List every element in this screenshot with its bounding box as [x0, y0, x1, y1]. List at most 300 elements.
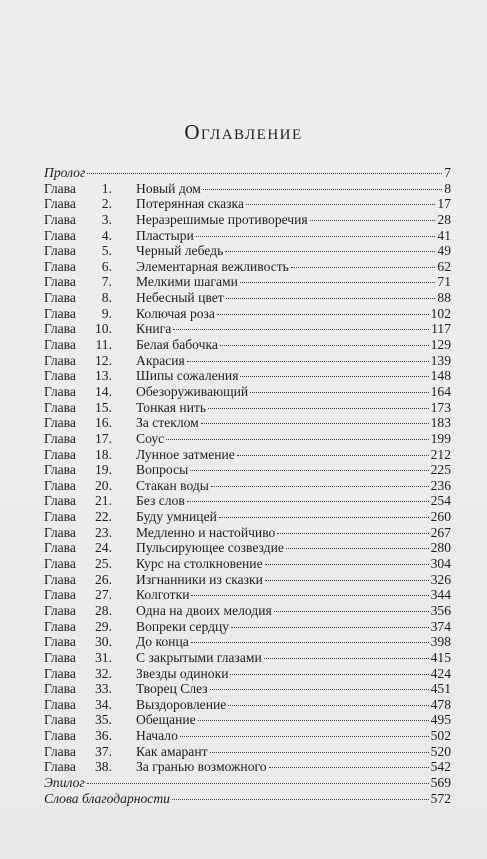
toc-entry	[44, 603, 451, 619]
toc-page-number: 49	[437, 243, 451, 259]
dot-leader	[187, 361, 429, 362]
chapter-num: 25.	[95, 556, 112, 572]
chapter-number	[44, 634, 136, 650]
toc-entry-label	[44, 681, 208, 697]
toc-entry-label	[44, 431, 164, 447]
chapter-num: 12.	[95, 352, 112, 368]
dot-leader	[291, 267, 436, 268]
chapter-number	[44, 619, 136, 635]
chapter-number	[44, 744, 136, 760]
toc-entry-label	[44, 744, 208, 760]
toc-entry-title: Начало	[136, 728, 178, 744]
toc-entry-label	[44, 306, 215, 322]
toc-page-number: 280	[430, 540, 451, 556]
toc-entry-label	[44, 712, 196, 728]
toc-entry-label	[44, 728, 178, 744]
chapter-prefix: Глава	[44, 305, 76, 321]
toc-entry-title: Слова благодарности	[44, 790, 170, 806]
toc-entry	[44, 321, 451, 337]
chapter-num: 2.	[101, 196, 112, 212]
toc-entry-title: Обещание	[136, 712, 196, 728]
dot-leader	[240, 376, 428, 377]
toc-entry-title: Черный лебедь	[136, 243, 224, 259]
toc-page-number: 254	[430, 493, 451, 509]
toc-page-number: 225	[430, 462, 451, 478]
chapter-prefix: Глава	[44, 618, 76, 634]
dot-leader	[225, 251, 435, 252]
chapter-number	[44, 666, 136, 682]
toc-entry-label	[44, 400, 206, 416]
dot-leader	[173, 329, 429, 330]
toc-page-number: 212	[430, 446, 451, 462]
toc-entry	[44, 712, 451, 728]
chapter-num: 27.	[95, 587, 112, 603]
chapter-number	[44, 556, 136, 572]
toc-page-number: 28	[437, 211, 451, 227]
chapter-prefix: Глава	[44, 524, 76, 540]
chapter-prefix: Глава	[44, 352, 76, 368]
chapter-num: 21.	[95, 493, 112, 509]
toc-entry-title: Буду умницей	[136, 509, 217, 525]
chapter-num: 8.	[101, 290, 112, 306]
toc-entry-title: Новый дом	[136, 180, 201, 196]
dot-leader	[230, 674, 428, 675]
dot-leader	[190, 470, 428, 471]
toc-entry-label	[44, 525, 275, 541]
chapter-prefix: Глава	[44, 634, 76, 650]
toc-entry-label	[44, 462, 188, 478]
toc-entry-title: Лунное затмение	[136, 446, 235, 462]
chapter-number	[44, 228, 136, 244]
chapter-num: 15.	[95, 399, 112, 415]
chapter-num: 22.	[95, 509, 112, 525]
toc-entry	[44, 368, 451, 384]
chapter-prefix: Глава	[44, 290, 76, 306]
chapter-number	[44, 712, 136, 728]
toc-entry-label	[44, 353, 185, 369]
toc-entry	[44, 540, 451, 556]
toc-entry	[44, 353, 451, 369]
chapter-prefix: Глава	[44, 571, 76, 587]
dot-leader	[246, 204, 435, 205]
toc-page-number: 7	[444, 165, 451, 180]
toc-entry	[44, 181, 451, 197]
chapter-number	[44, 415, 136, 431]
chapter-prefix: Глава	[44, 211, 76, 227]
toc-page-number: 415	[430, 649, 451, 665]
chapter-number	[44, 462, 136, 478]
chapter-num: 29.	[95, 618, 112, 634]
chapter-prefix: Глава	[44, 665, 76, 681]
dot-leader	[203, 189, 442, 190]
toc-entry-label	[44, 666, 228, 682]
chapter-number	[44, 478, 136, 494]
toc-entry-title: Тонкая нить	[136, 399, 207, 415]
chapter-num: 10.	[95, 321, 112, 337]
chapter-number	[44, 493, 136, 509]
toc-entry	[44, 384, 451, 400]
toc-entry	[44, 587, 451, 603]
toc-entry	[44, 775, 451, 791]
toc-page-number: 148	[430, 368, 451, 384]
toc-entry-title: Книга	[136, 321, 172, 337]
toc-entry	[44, 681, 451, 697]
chapter-prefix: Глава	[44, 602, 76, 618]
toc-entry	[44, 243, 451, 259]
chapter-num: 31.	[95, 649, 112, 665]
toc-page-number: 199	[430, 430, 451, 446]
toc-entry-label	[44, 243, 223, 259]
toc-entry-title: Выздоровление	[136, 696, 227, 712]
toc-entry	[44, 196, 451, 212]
chapter-num: 16.	[95, 415, 112, 431]
chapter-prefix: Глава	[44, 383, 76, 399]
toc-entry-title: Пульсирующее созвездие	[136, 540, 284, 556]
dot-leader	[265, 580, 429, 581]
dot-leader	[208, 408, 428, 409]
toc-entry	[44, 400, 451, 416]
toc-entry	[44, 509, 451, 525]
toc-entry-label	[44, 290, 224, 306]
chapter-number	[44, 400, 136, 416]
toc-entry-title: Обезоруживающий	[136, 383, 249, 399]
dot-leader	[187, 501, 429, 502]
toc-entry-label	[44, 603, 272, 619]
toc-page-number: 542	[430, 759, 451, 775]
dot-leader	[226, 298, 436, 299]
toc-entry-label	[44, 196, 244, 212]
toc-entry	[44, 228, 451, 244]
chapter-num: 17.	[95, 430, 112, 446]
chapter-prefix: Глава	[44, 696, 76, 712]
dot-leader	[264, 658, 429, 659]
chapter-prefix: Глава	[44, 743, 76, 759]
toc-entry-label	[44, 447, 235, 463]
toc-page-number: 183	[430, 415, 451, 431]
chapter-num: 20.	[95, 477, 112, 493]
toc-entry-label	[44, 791, 170, 807]
chapter-number	[44, 353, 136, 369]
toc-page-number: 569	[430, 774, 451, 790]
toc-entry	[44, 650, 451, 666]
chapter-num: 26.	[95, 571, 112, 587]
toc-entry-title: Пролог	[44, 165, 86, 180]
chapter-number	[44, 572, 136, 588]
chapter-prefix: Глава	[44, 446, 76, 462]
chapter-number	[44, 368, 136, 384]
chapter-prefix: Глава	[44, 556, 76, 572]
chapter-num: 28.	[95, 602, 112, 618]
chapter-number	[44, 587, 136, 603]
toc-entry	[44, 462, 451, 478]
toc-page-number: 41	[437, 227, 451, 243]
toc-page-number: 502	[430, 728, 451, 744]
toc-page-number: 495	[430, 712, 451, 728]
toc-page-number: 164	[430, 383, 451, 399]
dot-leader	[220, 345, 429, 346]
toc-entry	[44, 165, 451, 181]
toc-entry-title: Колючая роза	[136, 305, 215, 321]
toc-entry-label	[44, 368, 238, 384]
toc-entry	[44, 478, 451, 494]
toc-page-number: 71	[437, 274, 451, 290]
chapter-number	[44, 181, 136, 197]
toc-page-number: 356	[430, 602, 451, 618]
chapter-number	[44, 321, 136, 337]
chapter-num: 7.	[101, 274, 112, 290]
toc-entry-title: С закрытыми глазами	[136, 649, 262, 665]
toc-entry	[44, 572, 451, 588]
dot-leader	[277, 533, 428, 534]
toc-entry-label	[44, 384, 248, 400]
chapter-num: 6.	[101, 258, 112, 274]
chapter-number	[44, 650, 136, 666]
chapter-number	[44, 274, 136, 290]
chapter-prefix: Глава	[44, 196, 76, 212]
toc-entry-label	[44, 509, 217, 525]
toc-entry-title: Вопреки сердцу	[136, 618, 230, 634]
chapter-prefix: Глава	[44, 399, 76, 415]
toc-entry	[44, 337, 451, 353]
toc-entry-title: Медленно и настойчиво	[136, 524, 276, 540]
dot-leader	[196, 236, 436, 237]
toc-entry	[44, 415, 451, 431]
chapter-num: 4.	[101, 227, 112, 243]
toc-entry-label	[44, 181, 201, 197]
dot-leader	[269, 767, 429, 768]
toc-entry-label	[44, 212, 308, 228]
toc-page-number: 62	[437, 258, 451, 274]
chapter-prefix: Глава	[44, 337, 76, 353]
toc-entry-title: Эпилог	[44, 774, 85, 790]
toc-entry-title: Мелкими шагами	[136, 274, 238, 290]
toc-entry	[44, 634, 451, 650]
chapter-prefix: Глава	[44, 368, 76, 384]
chapter-number	[44, 384, 136, 400]
toc-page-number: 326	[430, 571, 451, 587]
chapter-prefix: Глава	[44, 415, 76, 431]
chapter-number	[44, 759, 136, 775]
chapter-prefix: Глава	[44, 493, 76, 509]
toc-entry	[44, 525, 451, 541]
chapter-num: 33.	[95, 681, 112, 697]
chapter-num: 35.	[95, 712, 112, 728]
toc-entry-title: Изгнанники из сказки	[136, 571, 263, 587]
toc-page-number: 424	[430, 665, 451, 681]
chapter-num: 11.	[95, 337, 112, 353]
toc-page-number: 8	[444, 180, 451, 196]
toc-entry-title: Соус	[136, 430, 165, 446]
chapter-num: 24.	[95, 540, 112, 556]
chapter-number	[44, 212, 136, 228]
toc-page-number: 129	[430, 337, 451, 353]
dot-leader	[240, 282, 436, 283]
toc-page-number: 374	[430, 618, 451, 634]
chapter-number	[44, 603, 136, 619]
toc-entry	[44, 666, 451, 682]
toc-entry-label	[44, 759, 267, 775]
dot-leader	[210, 689, 429, 690]
chapter-prefix: Глава	[44, 180, 76, 196]
dot-leader	[274, 611, 429, 612]
toc-page-number: 139	[430, 352, 451, 368]
toc-page-number: 520	[430, 743, 451, 759]
chapter-prefix: Глава	[44, 587, 76, 603]
toc-entry	[44, 306, 451, 322]
chapter-number	[44, 243, 136, 259]
dot-leader	[198, 720, 429, 721]
chapter-number	[44, 509, 136, 525]
toc-entry-label	[44, 572, 263, 588]
chapter-num: 38.	[95, 759, 112, 775]
toc-entry-label	[44, 321, 171, 337]
toc-entry	[44, 212, 451, 228]
dot-leader	[172, 799, 429, 800]
toc-entry	[44, 431, 451, 447]
dot-leader	[191, 642, 429, 643]
chapter-prefix: Глава	[44, 243, 76, 259]
toc-entry-title: Шипы сожаления	[136, 368, 239, 384]
toc-entry-label	[44, 556, 263, 572]
chapter-num: 14.	[95, 383, 112, 399]
toc-entry-title: До конца	[136, 634, 189, 650]
toc-entry-label	[44, 165, 85, 181]
dot-leader	[310, 220, 436, 221]
chapter-number	[44, 337, 136, 353]
table-of-contents	[44, 165, 451, 806]
toc-entry-title: Неразрешимые противоречия	[136, 211, 308, 227]
chapter-num: 3.	[101, 211, 112, 227]
dot-leader	[217, 314, 429, 315]
chapter-number	[44, 525, 136, 541]
dot-leader	[219, 517, 429, 518]
toc-entry-label	[44, 228, 194, 244]
toc-entry-label	[44, 619, 229, 635]
chapter-prefix: Глава	[44, 649, 76, 665]
toc-entry-label	[44, 587, 189, 603]
toc-entry	[44, 728, 451, 744]
toc-entry-label	[44, 650, 262, 666]
dot-leader	[250, 392, 428, 393]
chapter-number	[44, 447, 136, 463]
dot-leader	[201, 423, 429, 424]
toc-entry	[44, 259, 451, 275]
chapter-num: 9.	[101, 305, 112, 321]
chapter-prefix: Глава	[44, 728, 76, 744]
chapter-prefix: Глава	[44, 681, 76, 697]
toc-entry-title: Одна на двоих мелодия	[136, 602, 272, 618]
dot-leader	[180, 736, 429, 737]
dot-leader	[191, 595, 428, 596]
chapter-num: 1.	[101, 180, 112, 196]
chapter-prefix: Глава	[44, 477, 76, 493]
toc-entry	[44, 619, 451, 635]
chapter-number	[44, 728, 136, 744]
chapter-prefix: Глава	[44, 274, 76, 290]
dot-leader	[166, 439, 428, 440]
dot-leader	[87, 783, 429, 784]
toc-entry-title: Пластыри	[136, 227, 194, 243]
toc-page-number: 102	[430, 305, 451, 321]
chapter-number	[44, 196, 136, 212]
toc-entry-title: Курс на столкновение	[136, 556, 263, 572]
dot-leader	[265, 564, 429, 565]
chapter-num: 19.	[95, 462, 112, 478]
toc-page-number: 398	[430, 634, 451, 650]
toc-page-number: 117	[431, 321, 451, 337]
toc-entry	[44, 744, 451, 760]
chapter-number	[44, 681, 136, 697]
toc-page-number: 88	[437, 290, 451, 306]
toc-entry	[44, 447, 451, 463]
dot-leader	[286, 548, 429, 549]
toc-entry	[44, 274, 451, 290]
chapter-num: 5.	[101, 243, 112, 259]
chapter-num: 36.	[95, 728, 112, 744]
toc-entry-title: Акрасия	[136, 352, 185, 368]
chapter-num: 23.	[95, 524, 112, 540]
chapter-number	[44, 306, 136, 322]
chapter-prefix: Глава	[44, 462, 76, 478]
dot-leader	[210, 752, 429, 753]
toc-page-number: 304	[430, 556, 451, 572]
chapter-prefix: Глава	[44, 227, 76, 243]
chapter-prefix: Глава	[44, 430, 76, 446]
toc-page-number: 344	[430, 587, 451, 603]
chapter-prefix: Глава	[44, 759, 76, 775]
chapter-prefix: Глава	[44, 540, 76, 556]
chapter-num: 34.	[95, 696, 112, 712]
toc-entry-label	[44, 274, 238, 290]
dot-leader	[87, 173, 442, 174]
dot-leader	[228, 705, 428, 706]
dot-leader	[231, 627, 429, 628]
toc-entry-title: Звезды одиноки	[136, 665, 229, 681]
chapter-number	[44, 259, 136, 275]
toc-entry	[44, 556, 451, 572]
chapter-num: 30.	[95, 634, 112, 650]
toc-page-number: 572	[430, 790, 451, 806]
toc-entry-title: Белая бабочка	[136, 337, 218, 353]
toc-entry-label	[44, 697, 226, 713]
toc-entry-title: Творец Слез	[136, 681, 208, 697]
toc-entry	[44, 697, 451, 713]
chapter-num: 32.	[95, 665, 112, 681]
chapter-number	[44, 540, 136, 556]
toc-entry-label	[44, 415, 199, 431]
chapter-number	[44, 697, 136, 713]
toc-entry-title: Элементарная вежливость	[136, 258, 289, 274]
toc-page-number: 478	[430, 696, 451, 712]
chapter-num: 13.	[95, 368, 112, 384]
toc-entry-title: Колготки	[136, 587, 190, 603]
chapter-number	[44, 431, 136, 447]
toc-entry-title: Без слов	[136, 493, 185, 509]
page-title: Оглавление	[184, 120, 303, 144]
toc-entry	[44, 759, 451, 775]
toc-page-number: 173	[430, 399, 451, 415]
toc-entry-title: Вопросы	[136, 462, 189, 478]
toc-entry-label	[44, 634, 189, 650]
toc-entry-label	[44, 337, 218, 353]
toc-entry-label	[44, 540, 284, 556]
chapter-num: 18.	[95, 446, 112, 462]
dot-leader	[237, 455, 429, 456]
toc-entry-label	[44, 478, 209, 494]
chapter-number	[44, 290, 136, 306]
chapter-prefix: Глава	[44, 509, 76, 525]
toc-entry-label	[44, 259, 289, 275]
